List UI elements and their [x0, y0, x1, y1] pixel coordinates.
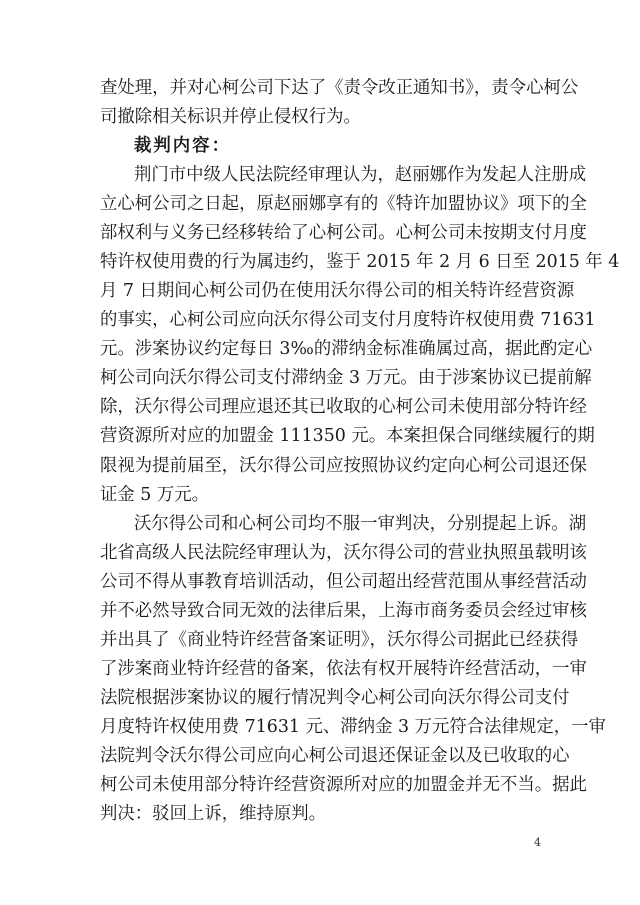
text-line: 公司不得从事教育培训活动，但公司超出经营范围从事经营活动 — [100, 571, 587, 592]
page-number: 4 — [534, 836, 541, 849]
text-line: 法院根据涉案协议的履行情况判令心柯公司向沃尔得公司支付 — [100, 687, 570, 708]
text-line: 柯公司向沃尔得公司支付滞纳金 3 万元。由于涉案协议已提前解 — [100, 368, 592, 389]
text-line: 月 7 日期间心柯公司仍在使用沃尔得公司的相关特许经营资源 — [100, 281, 575, 302]
text-line: 沃尔得公司和心柯公司均不服一审判决，分别提起上诉。湖 — [134, 513, 587, 534]
section-heading: 裁判内容： — [134, 136, 231, 157]
text-line: 并出具了《商业特许经营备案证明》，沃尔得公司据此已经获得 — [100, 629, 579, 650]
text-line: 柯公司未使用部分特许经营资源所对应的加盟金并无不当。据此 — [100, 774, 587, 795]
text-line: 司撤除相关标识并停止侵权行为。 — [100, 107, 361, 128]
text-line: 判决：驳回上诉，维持原判。 — [100, 803, 327, 824]
text-line: 查处理，并对心柯公司下达了《责令改正通知书》，责令心柯公 — [100, 78, 579, 98]
text-line: 特许权使用费的行为属违约，鉴于 2015 年 2 月 6 日至 2015 年 4 — [100, 252, 620, 273]
text-line: 立心柯公司之日起，原赵丽娜享有的《特许加盟协议》项下的全 — [100, 194, 587, 215]
text-line: 月度特许权使用费 71631 元、滞纳金 3 万元符合法律规定，一审 — [100, 716, 606, 737]
text-line: 限视为提前届至，沃尔得公司应按照协议约定向心柯公司退还保 — [100, 455, 587, 476]
text-line: 元。涉案协议约定每日 3‰的滞纳金标准确属过高，据此酌定心 — [100, 339, 593, 360]
text-line: 营资源所对应的加盟金 111350 元。本案担保合同继续履行的期 — [100, 426, 595, 447]
text-line: 并不必然导致合同无效的法律后果，上海市商务委员会经过审核 — [100, 600, 587, 621]
text-line: 证金 5 万元。 — [100, 484, 210, 505]
text-line: 北省高级人民法院经审理认为，沃尔得公司的营业执照虽载明该 — [100, 542, 587, 563]
text-line: 部权利与义务已经移转给了心柯公司。心柯公司未按期支付月度 — [100, 223, 587, 244]
text-line: 荆门市中级人民法院经审理认为，赵丽娜作为发起人注册成 — [134, 165, 587, 186]
text-line: 除，沃尔得公司理应退还其已收取的心柯公司未使用部分特许经 — [100, 397, 587, 418]
text-line: 了涉案商业特许经营的备案，依法有权开展特许经营活动，一审 — [100, 658, 587, 679]
text-line: 法院判令沃尔得公司应向心柯公司退还保证金以及已收取的心 — [100, 745, 570, 766]
text-line: 的事实，心柯公司应向沃尔得公司支付月度特许权使用费 71631 — [100, 310, 596, 331]
